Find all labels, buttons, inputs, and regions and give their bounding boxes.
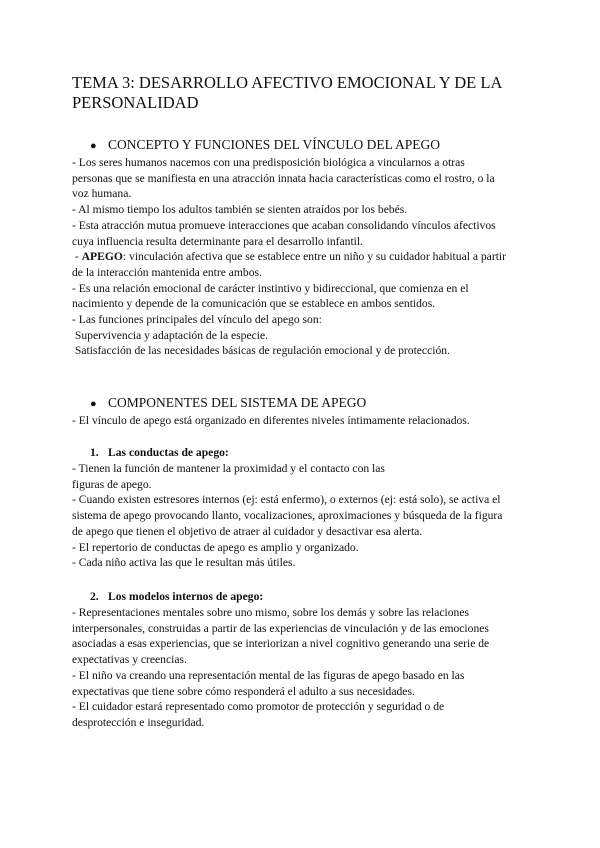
apego-term: APEGO: [81, 250, 123, 264]
text-line: nacimiento y depende de la comunicación que se establece en ambos sentidos.: [72, 297, 436, 311]
text-line: - El repertorio de conductas de apego es amplio y organizado.: [72, 540, 359, 554]
list-number: 1.: [90, 446, 99, 459]
text-line: - Representaciones mentales sobre uno mismo, sobre los demás y sobre las relaciones: [72, 606, 469, 619]
text-line: - El vínculo de apego está organizado en diferentes niveles íntimamente relacionados.: [72, 414, 470, 427]
apego-definition: [72, 249, 534, 265]
text-line: - Tienen la función de mantener la proximidad y el contacto con las: [72, 462, 385, 475]
text-line: figuras de apego.: [72, 477, 152, 491]
section-heading-concepto: [90, 137, 440, 154]
text-line: desprotección e inseguridad.: [72, 715, 205, 729]
apego-prefix: -: [72, 250, 82, 264]
text-line: - Las funciones principales del vínculo del apego son:: [72, 313, 322, 327]
sub2-body: [72, 605, 534, 731]
text-line: asociadas a esas experiencias, que se interiorizan a nivel cognitivo generando una serie de: [72, 637, 490, 651]
text-line: - Es una relación emocional de carácter instintivo y bidireccional, que comienza en el: [72, 281, 469, 295]
subheading-text: Las conductas de apego:: [108, 446, 229, 459]
text-line: cuya influencia resulta determinante para el desarrollo infantil.: [72, 234, 364, 248]
section-heading-text: COMPONENTES DEL SISTEMA DE APEGO: [108, 395, 367, 410]
section2-intro: [72, 413, 534, 429]
text-line: - Al mismo tiempo los adultos también se sienten atraídos por los bebés.: [72, 203, 408, 217]
page-title: [72, 73, 542, 113]
section-heading-componentes: [90, 395, 366, 412]
list-number: 2.: [90, 590, 99, 603]
sub1-body: [72, 461, 534, 571]
subheading-text: Los modelos internos de apego:: [108, 590, 264, 603]
apego-text: : vinculación afectiva que se establece entre un niño y su cuidador habitual a partir: [122, 250, 506, 264]
text-line: voz humana.: [72, 187, 132, 201]
text-line: interpersonales, construidas a partir de las experiencias de vinculación y de las emociones: [72, 621, 489, 635]
section1-body: [72, 155, 534, 359]
text-line: expectativas que tiene sobre cómo responderá el adulto a sus necesidades.: [72, 684, 415, 698]
text-line: - El niño va creando una representación mental de las figuras de apego basado en las: [72, 668, 465, 682]
bullet-icon: ●: [90, 398, 97, 410]
subheading-conductas: [90, 445, 229, 461]
text-line: Supervivencia y adaptación de la especie.: [72, 328, 269, 342]
text-line: - El cuidador estará representado como promotor de protección y seguridad o de: [72, 700, 445, 714]
text-line: Satisfacción de las necesidades básicas de regulación emocional y de protección.: [72, 344, 450, 358]
title-line: TEMA 3: DESARROLLO AFECTIVO EMOCIONAL Y DE LA: [72, 73, 503, 92]
text-line: sistema de apego provocando llanto, vocalizaciones, aproximaciones y búsqueda de la figura: [72, 509, 503, 523]
text-line: - Los seres humanos nacemos con una predisposición biológica a vincularnos a otras: [72, 156, 465, 169]
title-line: PERSONALIDAD: [72, 93, 199, 112]
bullet-icon: ●: [90, 140, 97, 152]
text-line: personas que se manifiesta en una atracción innata hacia características como el rostro, o la: [72, 171, 495, 185]
text-line: de la interacción mantenida entre ambos.: [72, 265, 262, 279]
subheading-modelos: [90, 589, 263, 605]
text-line: - Cuando existen estresores internos (ej: está enfermo), o externos (ej: está solo), se activa el: [72, 493, 501, 507]
text-line: de apego que tienen el objetivo de atraer al cuidador y desactivar esa alerta.: [72, 524, 423, 538]
text-line: - Cada niño activa las que le resultan más útiles.: [72, 556, 296, 570]
section-heading-text: CONCEPTO Y FUNCIONES DEL VÍNCULO DEL APEGO: [108, 137, 441, 152]
text-line: expectativas y creencias.: [72, 653, 187, 667]
text-line: - Esta atracción mutua promueve interacciones que acaban consolidando vínculos afectivos: [72, 218, 496, 232]
